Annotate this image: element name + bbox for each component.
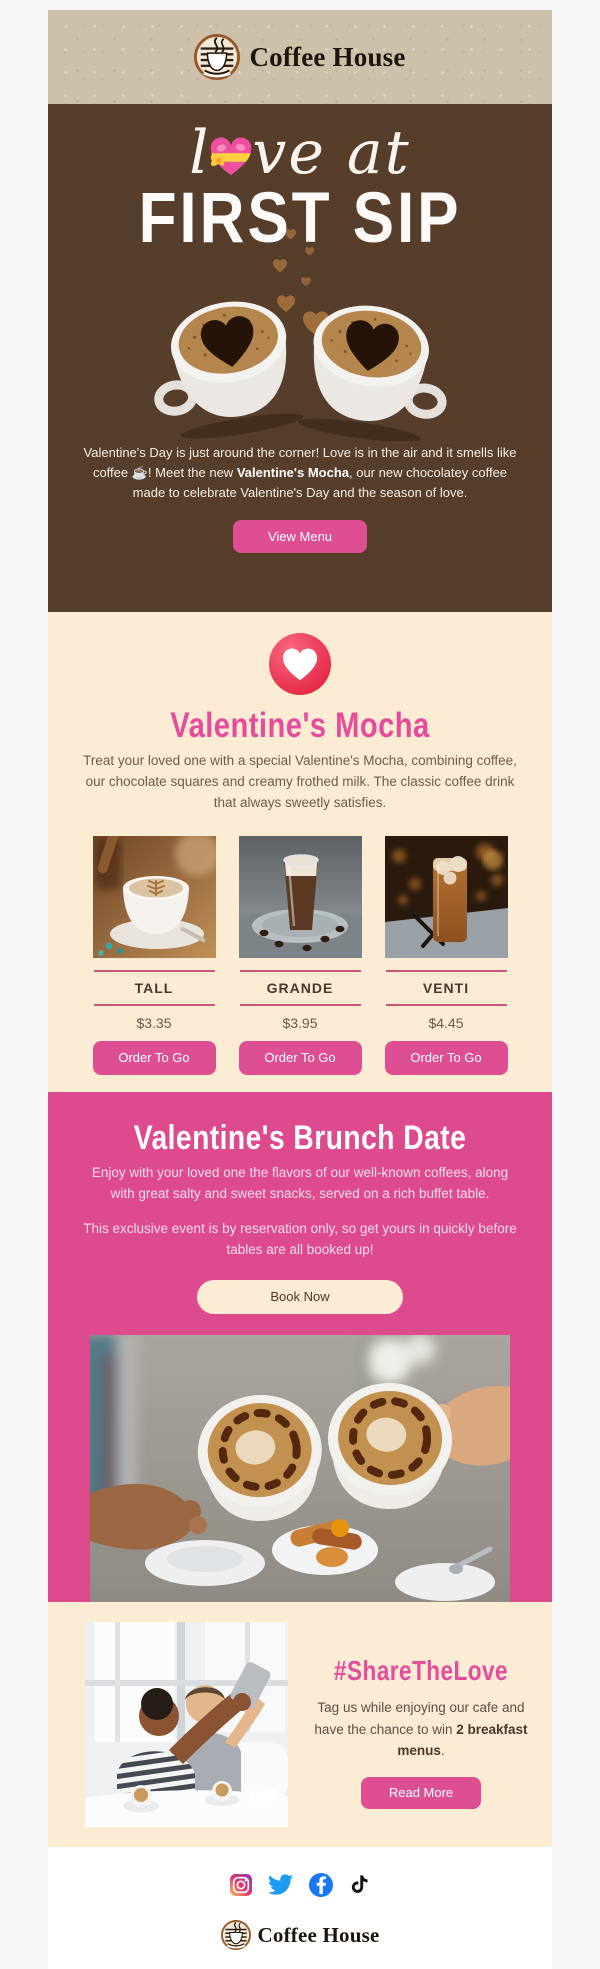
product-list xyxy=(48,836,552,1075)
share-text-column xyxy=(310,1622,532,1847)
product-name: VENTI xyxy=(422,979,470,996)
brunch-paragraph-1: Enjoy with your loved one the flavors of our well-known coffees, along with great salty and sweet snacks, served on a rich buffet table. xyxy=(91,1165,509,1201)
email-body xyxy=(48,0,552,1969)
hero-script-pre: l xyxy=(189,118,211,188)
venti-iced-coffee-photo xyxy=(385,836,508,958)
mocha-paragraph: Treat your loved one with a special Valentine's Mocha, combining coffee, our chocolate squares and creamy frothed milk. The classic coffee drink that always sweetly satisfies. xyxy=(83,753,517,810)
share-the-love-section xyxy=(48,1602,552,1847)
share-paragraph-post: . xyxy=(440,1743,445,1759)
mocha-title: Valentine's Mocha xyxy=(170,705,430,745)
hero-paragraph-pre: Valentine's Day is just around the corner! Love is in the air and it smells like coffee ☕! Meet the new xyxy=(83,444,517,480)
brunch-paragraph-2: This exclusive event is by reservation only, so get yours in quickly before tables are all booked up! xyxy=(83,1220,517,1257)
read-more-button[interactable]: Read More xyxy=(361,1777,481,1809)
share-paragraph-bold: 2 breakfast menus xyxy=(397,1721,528,1759)
order-to-go-button-grande[interactable]: Order To Go xyxy=(239,1041,362,1075)
brand-name: Coffee House xyxy=(249,41,406,72)
tiktok-icon[interactable] xyxy=(349,1873,370,1896)
hero-section xyxy=(48,104,552,612)
facebook-icon[interactable] xyxy=(309,1873,333,1897)
product-card-tall xyxy=(93,836,216,1075)
share-title: #ShareTheLove xyxy=(333,1656,509,1687)
instagram-icon[interactable] xyxy=(230,1874,252,1896)
product-name: TALL xyxy=(134,979,174,996)
divider xyxy=(94,1004,215,1006)
tall-latte-photo xyxy=(93,836,216,958)
footer-brand-name: Coffee House xyxy=(257,1922,380,1947)
book-now-button[interactable]: Book Now xyxy=(197,1280,403,1314)
brunch-title: Valentine's Brunch Date xyxy=(133,1119,467,1157)
product-price: $3.95 xyxy=(282,1014,318,1031)
product-price: $4.45 xyxy=(428,1014,464,1031)
divider xyxy=(240,1004,361,1006)
hero-script-heading xyxy=(48,104,552,186)
divider xyxy=(240,970,361,972)
share-paragraph-pre: Tag us while enjoying our cafe and have the chance to win xyxy=(314,1700,525,1737)
brunch-section xyxy=(48,1092,552,1602)
couple-selfie-photo xyxy=(85,1622,288,1827)
twitter-icon[interactable] xyxy=(268,1872,293,1897)
product-card-venti xyxy=(385,836,508,1075)
divider xyxy=(386,970,507,972)
footer-brand xyxy=(48,1920,552,1950)
valentines-mocha-section xyxy=(48,612,552,1092)
hero-paragraph-bold: Valentine's Mocha xyxy=(236,464,349,480)
product-price: $3.35 xyxy=(136,1014,172,1031)
heart-badge-icon xyxy=(269,633,331,695)
hero-paragraph-post: , our new chocolatey coffee made to celebrate Valentine's Day and the season of love. xyxy=(132,464,508,501)
hero-script-post: ve at xyxy=(252,118,411,188)
divider xyxy=(94,970,215,972)
coffee-house-logo-icon xyxy=(194,34,240,80)
two-coffee-cups-hearts-illustration xyxy=(135,229,465,441)
grande-coffee-glass-photo xyxy=(239,836,362,958)
view-menu-button[interactable]: View Menu xyxy=(233,520,367,553)
two-lattes-toast-photo xyxy=(90,1335,510,1602)
product-name: GRANDE xyxy=(266,979,334,996)
hero-title: FIRST SIP xyxy=(138,177,462,258)
email-header xyxy=(48,10,552,104)
social-links xyxy=(48,1872,552,1897)
heart-with-ribbon-icon xyxy=(209,137,253,177)
coffee-house-logo-icon xyxy=(221,1920,251,1950)
share-paragraph xyxy=(310,1697,532,1762)
order-to-go-button-tall[interactable]: Order To Go xyxy=(93,1041,216,1075)
divider xyxy=(386,1004,507,1006)
email-footer xyxy=(48,1847,552,1969)
order-to-go-button-venti[interactable]: Order To Go xyxy=(385,1041,508,1075)
hero-paragraph xyxy=(77,443,523,503)
product-card-grande xyxy=(239,836,362,1075)
